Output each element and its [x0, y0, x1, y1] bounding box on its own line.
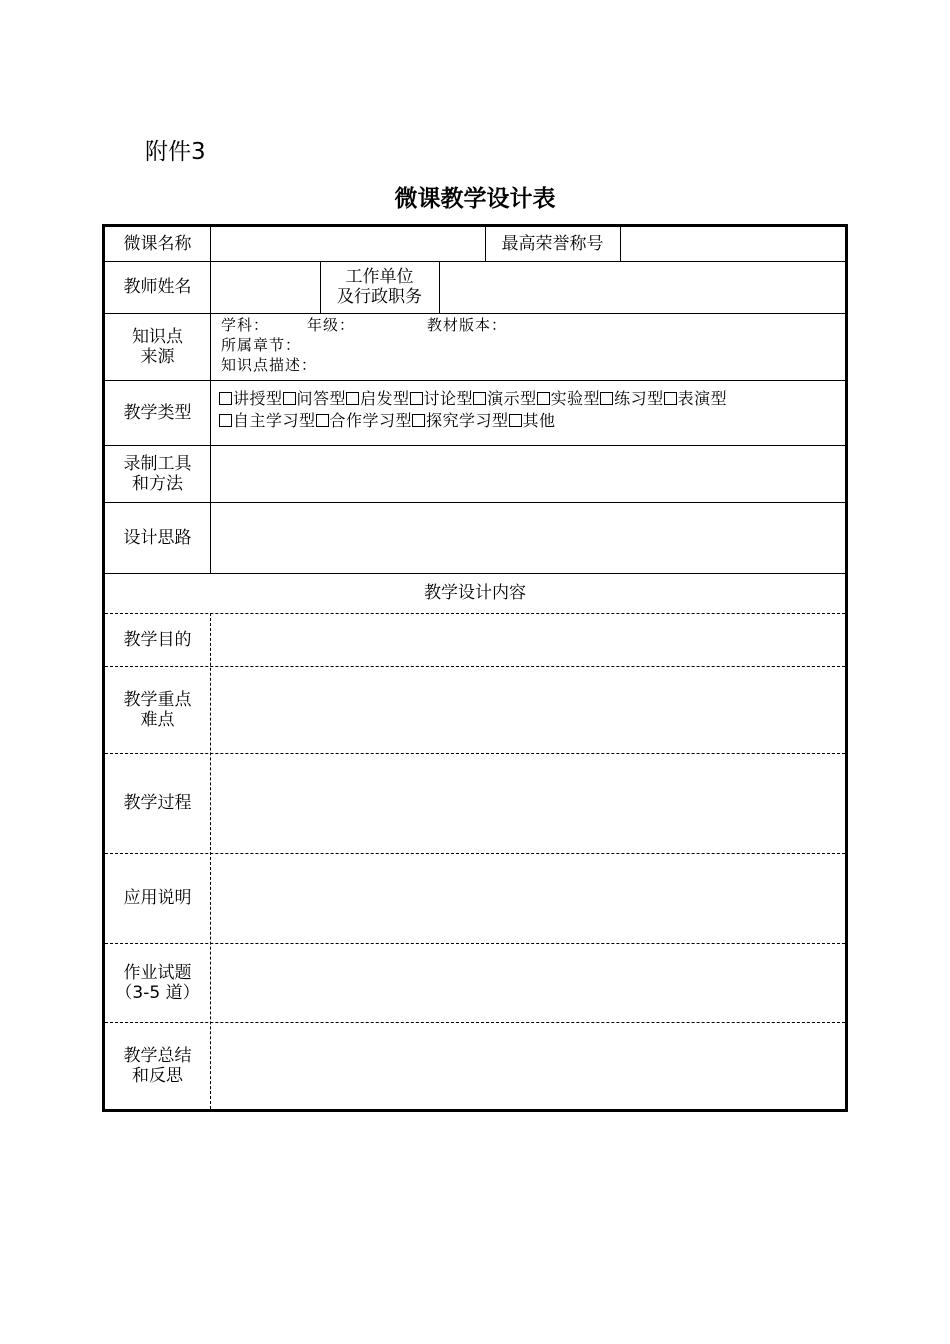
checkbox[interactable]	[537, 392, 550, 405]
knowledge-source-label: 知识点 来源	[132, 326, 183, 367]
checkbox[interactable]	[410, 392, 423, 405]
checkbox[interactable]	[664, 392, 677, 405]
checkbox[interactable]	[283, 392, 296, 405]
knowledge-line-3: 知识点描述：	[221, 356, 318, 374]
checkbox[interactable]	[219, 414, 232, 427]
knowledge-line-2: 所属章节：	[221, 336, 302, 354]
summary-field[interactable]	[211, 1022, 845, 1109]
honor-label: 最高荣誉称号	[501, 234, 604, 254]
checkbox[interactable]	[346, 392, 359, 405]
checkbox[interactable]	[219, 392, 232, 405]
checkbox[interactable]	[509, 414, 522, 427]
knowledge-source-field[interactable]	[211, 313, 845, 380]
application-label: 应用说明	[123, 888, 192, 908]
objective-label: 教学目的	[123, 629, 192, 650]
checkbox[interactable]	[473, 392, 486, 405]
design-idea-field[interactable]	[211, 502, 845, 573]
section-header: 教学设计内容	[424, 583, 526, 603]
type-options-line-1: 讲授型 问答型 启发型 讨论型 演示型 实验型 练习型 表演型	[219, 388, 845, 410]
recording-field[interactable]	[211, 445, 845, 502]
work-unit-field[interactable]	[440, 261, 845, 313]
checkbox[interactable]	[412, 414, 425, 427]
objective-field[interactable]	[211, 613, 845, 666]
attachment-label: 附件3	[145, 139, 206, 165]
teaching-type-label: 教学类型	[123, 402, 192, 423]
teacher-name-field[interactable]	[211, 261, 320, 313]
homework-label: 作业试题 （3-5 道）	[115, 962, 200, 1003]
checkbox[interactable]	[600, 392, 613, 405]
teacher-name-label: 教师姓名	[123, 277, 192, 297]
recording-label: 录制工具 和方法	[123, 453, 192, 494]
design-form-table	[102, 224, 848, 1112]
course-name-label: 微课名称	[123, 234, 192, 254]
work-unit-label: 工作单位 及行政职务	[337, 267, 422, 307]
key-points-label: 教学重点 难点	[123, 689, 192, 730]
application-field[interactable]	[211, 853, 845, 943]
course-name-field[interactable]	[211, 227, 485, 261]
process-field[interactable]	[211, 753, 845, 853]
knowledge-line-1: 学科： 年级： 教材版本：	[221, 316, 508, 334]
type-options-line-2: 自主学习型 合作学习型 探究学习型 其他	[219, 410, 845, 432]
document-title: 微课教学设计表	[394, 185, 556, 212]
design-idea-label: 设计思路	[123, 527, 192, 548]
teaching-type-options	[211, 380, 845, 445]
honor-field[interactable]	[621, 227, 845, 261]
checkbox[interactable]	[316, 414, 329, 427]
homework-field[interactable]	[211, 943, 845, 1022]
key-points-field[interactable]	[211, 666, 845, 753]
summary-label: 教学总结 和反思	[123, 1045, 192, 1086]
process-label: 教学过程	[123, 793, 192, 813]
